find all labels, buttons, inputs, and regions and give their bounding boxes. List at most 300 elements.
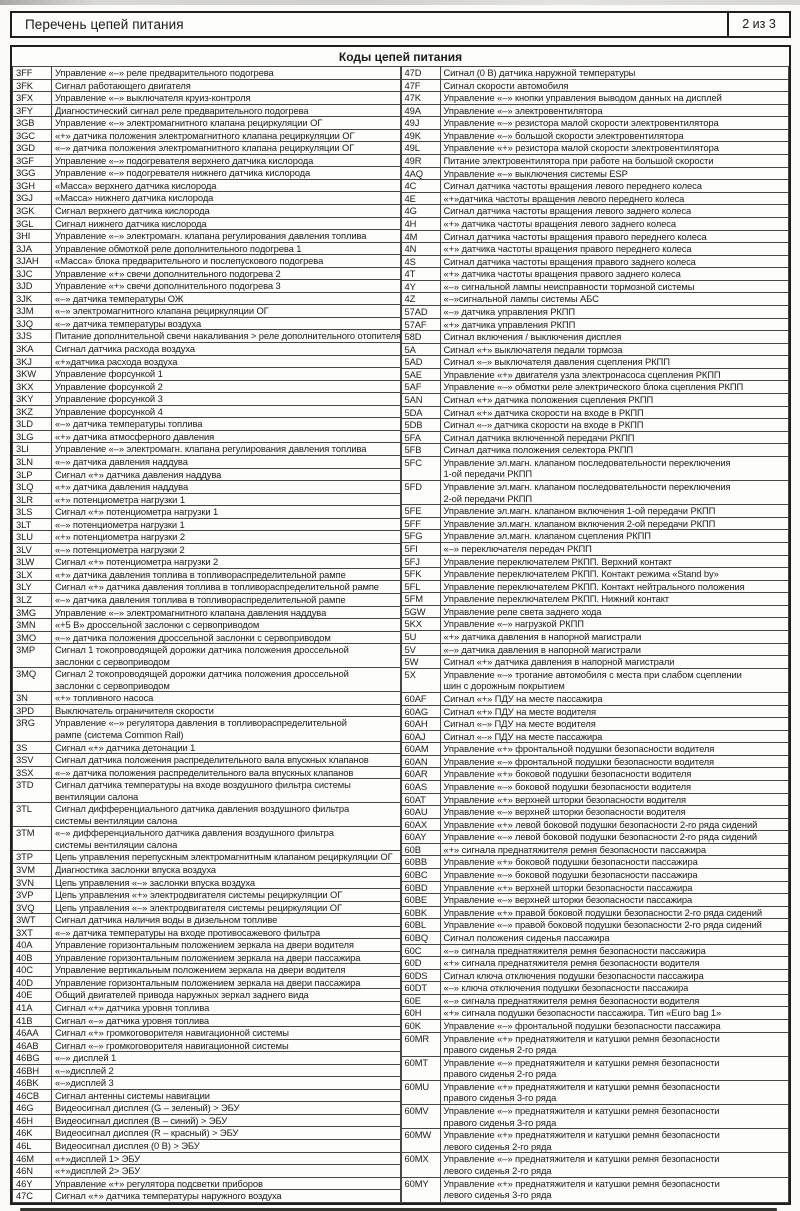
- circuit-description: «+» сигнала преднатяжителя ремня безопасности водителя: [440, 957, 789, 970]
- circuit-code: 40A: [13, 939, 52, 952]
- circuit-description: Сигнал включения / выключения дисплея: [440, 331, 789, 344]
- circuit-code: 60AY: [401, 831, 440, 844]
- circuit-description: «–» датчика управления РКПП: [440, 305, 789, 318]
- table-row: [401, 293, 789, 306]
- circuit-code: 3GB: [13, 117, 52, 130]
- circuit-description: Управление «+» свечи дополнительного подогрева 3: [52, 280, 401, 293]
- table-row: [13, 92, 401, 105]
- table-row: [13, 1052, 401, 1065]
- circuit-code: 60D: [401, 957, 440, 970]
- circuit-code: 3MQ: [13, 668, 52, 692]
- circuit-description: Управление «–» электромагнитного клапана давления наддува: [52, 606, 401, 619]
- circuit-code: 3JAH: [13, 255, 52, 268]
- table-row: [13, 405, 401, 418]
- circuit-description: Цепь управления «–» электродвигателя системы рециркуляции ОГ: [52, 901, 401, 914]
- table-row: [401, 1105, 789, 1129]
- document-page: [10, 11, 791, 1211]
- circuit-code: 46K: [13, 1127, 52, 1140]
- table-row: [401, 957, 789, 970]
- circuit-description: Сигнал «+» ПДУ на месте водителя: [440, 705, 789, 718]
- circuit-description: Управление «+» преднатяжителя и катушки ремня безопасности правого сиденья 3-го ряда: [440, 1080, 789, 1104]
- circuit-code: 4S: [401, 255, 440, 268]
- circuit-code: 3PD: [13, 704, 52, 717]
- table-row: [401, 543, 789, 556]
- circuit-description: «Масса» верхнего датчика кислорода: [52, 179, 401, 192]
- circuit-description: Управление «+» боковой подушки безопасности водителя: [440, 768, 789, 781]
- circuit-code: 41B: [13, 1014, 52, 1027]
- table-row: [13, 230, 401, 243]
- circuit-code: 3LP: [13, 468, 52, 481]
- table-row: [401, 944, 789, 957]
- circuit-code: 60AX: [401, 818, 440, 831]
- circuit-description: Управление «–» реле предварительного подогрева: [52, 67, 401, 80]
- circuit-description: Сигнал «+» выключателя педали тормоза: [440, 343, 789, 356]
- table-row: [13, 330, 401, 343]
- circuit-description: Диагностика заслонки впуска воздуха: [52, 864, 401, 877]
- circuit-description: «+» датчика атмосферного давления: [52, 430, 401, 443]
- circuit-description: Управление «+» правой боковой подушки безопасности 2-го ряда сидений: [440, 906, 789, 919]
- table-row: [13, 493, 401, 506]
- circuit-description: «–» датчика положения электромагнитного клапана рециркуляции ОГ: [52, 142, 401, 155]
- table-row: [13, 1165, 401, 1178]
- circuit-description: Сигнал датчика частоты вращения левого заднего колеса: [440, 205, 789, 218]
- circuit-description: «+»датчика частоты вращения левого переднего колеса: [440, 192, 789, 205]
- table-row: [13, 267, 401, 280]
- table-row: [401, 743, 789, 756]
- circuit-description: Видеосигнал дисплея (0 В) > ЭБУ: [52, 1140, 401, 1153]
- table-row: [13, 1177, 401, 1190]
- circuit-code: 60MT: [401, 1056, 440, 1080]
- circuit-description: Общий двигателей привода наружных зеркал заднего вида: [52, 989, 401, 1002]
- table-row: [401, 631, 789, 644]
- circuit-description: «+» сигнала преднатяжителя ремня безопасности пассажира: [440, 843, 789, 856]
- circuit-description: Сигнал «+» ПДУ на месте пассажира: [440, 692, 789, 705]
- circuit-code: 3JC: [13, 267, 52, 280]
- circuit-description: Управление вертикальным положением зеркала на двери водителя: [52, 964, 401, 977]
- table-row: [13, 192, 401, 205]
- circuit-code: 5DA: [401, 406, 440, 419]
- circuit-description: «+» потенциометра нагрузки 1: [52, 493, 401, 506]
- circuit-code: 46H: [13, 1114, 52, 1127]
- circuit-code: 46BH: [13, 1064, 52, 1077]
- circuit-description: Сигнал «+» датчика уровня топлива: [52, 1002, 401, 1015]
- table-row: [13, 568, 401, 581]
- table-row: [13, 1127, 401, 1140]
- circuit-description: Управление «–» преднатяжителя и катушки ремня безопасности правого сиденья 3-го ряда: [440, 1105, 789, 1129]
- table-row: [401, 368, 789, 381]
- table-row: [401, 305, 789, 318]
- circuit-code: 3GF: [13, 154, 52, 167]
- table-row: [13, 280, 401, 293]
- circuit-description: «+5 В» дроссельной заслонки с сервоприводом: [52, 619, 401, 632]
- circuit-description: Сигнал «+» датчика положения сцепления РКПП: [440, 394, 789, 407]
- table-row: [13, 803, 401, 827]
- circuit-description: Сигнал (0 В) датчика наружной температуры: [440, 67, 789, 80]
- circuit-code: 3GK: [13, 205, 52, 218]
- circuit-description: Сигнал датчика частоты вращения левого переднего колеса: [440, 180, 789, 193]
- table-row: [13, 779, 401, 803]
- table-row: [13, 393, 401, 406]
- circuit-description: Управление «+» верхней шторки безопасности водителя: [440, 793, 789, 806]
- table-row: [13, 631, 401, 644]
- circuit-code: 3JK: [13, 292, 52, 305]
- circuit-code: 5FD: [401, 481, 440, 505]
- circuit-description: Управление «+» преднатяжителя и катушки ремня безопасности левого сиденья 3-го ряда: [440, 1177, 789, 1202]
- circuit-description: «+» потенциометра нагрузки 2: [52, 531, 401, 544]
- table-row: [401, 856, 789, 869]
- circuit-description: Управление «–» боковой подушки безопасности водителя: [440, 781, 789, 794]
- table-row: [13, 506, 401, 519]
- circuit-code: 5GW: [401, 605, 440, 618]
- table-row: [401, 931, 789, 944]
- circuit-description: Управление «+» двигателя узла электронасоса сцепления РКПП: [440, 368, 789, 381]
- circuit-description: «–»дисплей 2: [52, 1064, 401, 1077]
- circuit-code: 4Z: [401, 293, 440, 306]
- table-row: [13, 1089, 401, 1102]
- table-row: [401, 730, 789, 743]
- table-row: [401, 881, 789, 894]
- circuit-code: 3SX: [13, 766, 52, 779]
- table-row: [401, 167, 789, 180]
- circuit-code: 60AG: [401, 705, 440, 718]
- circuit-description: Управление форсункой 2: [52, 380, 401, 393]
- circuit-code: 4G: [401, 205, 440, 218]
- table-row: [13, 355, 401, 368]
- circuit-code: 46BG: [13, 1052, 52, 1065]
- table-row: [13, 926, 401, 939]
- circuit-code: 5FG: [401, 530, 440, 543]
- table-row: [13, 619, 401, 632]
- circuit-description: Управление переключателем РКПП. Контакт нейтрального положения: [440, 580, 789, 593]
- circuit-description: Управление «–» электромагн. клапана регулирования давления топлива: [52, 230, 401, 243]
- table-row: [401, 104, 789, 117]
- circuit-description: Управление «–» подогревателя верхнего датчика кислорода: [52, 154, 401, 167]
- circuit-description: Управление «–» электромагнитного клапана рециркуляции ОГ: [52, 117, 401, 130]
- circuit-description: Управление «+» резистора малой скорости электровентилятора: [440, 142, 789, 155]
- circuit-description: Управление «–» левой боковой подушки безопасности 2-го ряда сидений: [440, 831, 789, 844]
- circuit-code: 3GL: [13, 217, 52, 230]
- circuit-code: 47C: [13, 1190, 52, 1203]
- circuit-description: «–» сигнала преднатяжителя ремня безопасности пассажира: [440, 944, 789, 957]
- scan-edge-top: [0, 0, 800, 5]
- circuit-description: Сигнал датчика включенной передачи РКПП: [440, 431, 789, 444]
- circuit-code: 3LI: [13, 443, 52, 456]
- table-row: [401, 806, 789, 819]
- circuit-description: «+» датчика частоты вращения левого заднего колеса: [440, 217, 789, 230]
- circuit-code: 5FF: [401, 517, 440, 530]
- circuit-code: 3JA: [13, 242, 52, 255]
- circuit-description: Сигнал датчика температуры на входе воздушного фильтра системы вентиляции салона: [52, 779, 401, 803]
- circuit-description: «–»сигнальной лампы системы АБС: [440, 293, 789, 306]
- table-row: [13, 481, 401, 494]
- circuit-description: Управление горизонтальным положением зеркала на двери пассажира: [52, 976, 401, 989]
- circuit-code: 60BD: [401, 881, 440, 894]
- circuit-code: 5AD: [401, 356, 440, 369]
- circuit-description: Управление «–» большой скорости электровентилятора: [440, 129, 789, 142]
- circuit-code: 3KW: [13, 368, 52, 381]
- section-title: Коды цепей питания: [338, 50, 463, 64]
- circuit-code: 47D: [401, 67, 440, 80]
- table-row: [13, 543, 401, 556]
- circuit-code: 3VQ: [13, 901, 52, 914]
- circuit-description: «–» датчика температуры ОЖ: [52, 292, 401, 305]
- circuit-description: «+» датчика положения электромагнитного клапана рециркуляции ОГ: [52, 129, 401, 142]
- table-row: [401, 843, 789, 856]
- table-row: [401, 142, 789, 155]
- circuit-description: Сигнал «+» датчика детонации 1: [52, 741, 401, 754]
- table-row: [13, 142, 401, 155]
- circuit-code: 47F: [401, 79, 440, 92]
- circuit-code: 3LQ: [13, 481, 52, 494]
- circuit-code: 40E: [13, 989, 52, 1002]
- circuit-code: 60AT: [401, 793, 440, 806]
- table-row: [401, 318, 789, 331]
- circuit-code: 3JS: [13, 330, 52, 343]
- circuit-description: Управление эл.магн. клапаном включения 2-ой передачи РКПП: [440, 517, 789, 530]
- circuit-code: 3LG: [13, 430, 52, 443]
- circuit-code: 3TL: [13, 803, 52, 827]
- circuit-description: «–» датчика температуры топлива: [52, 418, 401, 431]
- circuit-description: Сигнал антенны системы навигации: [52, 1089, 401, 1102]
- table-row: [13, 317, 401, 330]
- circuit-code: 40C: [13, 964, 52, 977]
- table-row: [13, 914, 401, 927]
- table-row: [401, 1056, 789, 1080]
- circuit-code: 60MV: [401, 1105, 440, 1129]
- circuit-code: 58D: [401, 331, 440, 344]
- circuit-code: 60DS: [401, 969, 440, 982]
- circuit-code: 3HI: [13, 230, 52, 243]
- table-row: [401, 255, 789, 268]
- circuit-description: «+»дисплей 2> ЭБУ: [52, 1165, 401, 1178]
- circuit-code: 46L: [13, 1140, 52, 1153]
- circuit-code: 60H: [401, 1007, 440, 1020]
- circuit-code: 3KZ: [13, 405, 52, 418]
- table-row: [401, 205, 789, 218]
- page-title: Перечень цепей питания: [25, 17, 184, 32]
- circuit-code: 3JD: [13, 280, 52, 293]
- circuit-description: Цепь управления перепускным электромагнитным клапаном рециркуляции ОГ: [52, 851, 401, 864]
- table-row: [401, 67, 789, 80]
- table-row: [13, 939, 401, 952]
- circuit-code: 46G: [13, 1102, 52, 1115]
- table-row: [13, 343, 401, 356]
- table-row: [13, 79, 401, 92]
- circuit-code: 60MX: [401, 1153, 440, 1177]
- table-row: [13, 167, 401, 180]
- circuit-code: 49R: [401, 155, 440, 168]
- circuit-description: «–» сигнала преднатяжителя ремня безопасности водителя: [440, 994, 789, 1007]
- table-row: [401, 431, 789, 444]
- circuit-code: 60AJ: [401, 730, 440, 743]
- table-row: [401, 481, 789, 505]
- circuit-description: Сигнал дифференциального датчика давления воздушного фильтра системы вентиляции салона: [52, 803, 401, 827]
- table-row: [401, 831, 789, 844]
- table-row: [13, 1077, 401, 1090]
- circuit-description: «+» датчика частоты вращения правого заднего колеса: [440, 268, 789, 281]
- circuit-description: Управление форсункой 1: [52, 368, 401, 381]
- circuit-description: Управление «+» верхней шторки безопасности пассажира: [440, 881, 789, 894]
- circuit-code: 60B: [401, 843, 440, 856]
- circuit-code: 41A: [13, 1002, 52, 1015]
- circuit-description: Сигнал датчика наличия воды в дизельном топливе: [52, 914, 401, 927]
- table-row: [13, 1152, 401, 1165]
- circuit-description: Управление «+» преднатяжителя и катушки ремня безопасности левого сиденья 2-го ряда: [440, 1129, 789, 1153]
- table-row: [13, 1039, 401, 1052]
- table-row: [401, 217, 789, 230]
- table-row: [401, 982, 789, 995]
- table-row: [401, 869, 789, 882]
- table-row: [13, 368, 401, 381]
- table-row: [13, 67, 401, 80]
- table-row: [401, 1177, 789, 1202]
- circuit-code: 5W: [401, 656, 440, 669]
- table-row: [13, 1140, 401, 1153]
- table-row: [13, 668, 401, 692]
- table-row: [401, 331, 789, 344]
- table-row: [401, 419, 789, 432]
- circuit-code: 49L: [401, 142, 440, 155]
- table-row: [13, 951, 401, 964]
- table-row: [401, 79, 789, 92]
- table-row: [13, 179, 401, 192]
- table-row: [401, 505, 789, 518]
- circuit-description: Питание электровентилятора при работе на большой скорости: [440, 155, 789, 168]
- circuit-code: 60AF: [401, 692, 440, 705]
- circuit-code: 3LZ: [13, 593, 52, 606]
- circuit-description: Управление «–» выключателя круиз-контроля: [52, 92, 401, 105]
- circuit-code: 3GJ: [13, 192, 52, 205]
- circuit-description: Управление «–» фронтальной подушки безопасности пассажира: [440, 1019, 789, 1032]
- circuit-description: «+» топливного насоса: [52, 692, 401, 705]
- table-row: [401, 1007, 789, 1020]
- table-row: [13, 217, 401, 230]
- circuit-code: 60BQ: [401, 931, 440, 944]
- circuit-code: 3KY: [13, 393, 52, 406]
- circuit-code: 5U: [401, 631, 440, 644]
- circuit-description: Сигнал «+» датчика давления в напорной магистрали: [440, 656, 789, 669]
- table-row: [401, 444, 789, 457]
- table-row: [401, 530, 789, 543]
- table-row: [13, 901, 401, 914]
- circuit-description: «–» датчика положения распределительного вала впускных клапанов: [52, 766, 401, 779]
- circuit-description: Управление эл.магн. клапаном последовательности переключения 1-ой передачи РКПП: [440, 456, 789, 480]
- circuits-table-right: [401, 66, 790, 1203]
- circuit-code: 46N: [13, 1165, 52, 1178]
- circuit-description: «–» дисплей 1: [52, 1052, 401, 1065]
- table-row: [401, 618, 789, 631]
- circuit-description: «–» датчика давления наддува: [52, 455, 401, 468]
- circuit-description: Управление «+» фронтальной подушки безопасности водителя: [440, 743, 789, 756]
- circuit-description: Управление горизонтальным положением зеркала на двери водителя: [52, 939, 401, 952]
- circuit-code: 60BC: [401, 869, 440, 882]
- circuit-description: Управление «–» резистора малой скорости электровентилятора: [440, 117, 789, 130]
- circuit-description: «–» ключа отключения подушки безопасности пассажира: [440, 982, 789, 995]
- circuit-description: Управление форсункой 4: [52, 405, 401, 418]
- table-row: [401, 1129, 789, 1153]
- circuit-description: Сигнал «+» потенциометра нагрузки 1: [52, 506, 401, 519]
- circuit-code: 3LY: [13, 581, 52, 594]
- circuit-code: 3VN: [13, 876, 52, 889]
- circuits-table-left: [12, 66, 401, 1203]
- circuit-code: 3GG: [13, 167, 52, 180]
- circuit-description: «–» датчика температуры на входе противосажевого фильтра: [52, 926, 401, 939]
- circuit-description: Управление «+» преднатяжителя и катушки ремня безопасности правого сиденья 2-го ряда: [440, 1032, 789, 1056]
- table-row: [401, 692, 789, 705]
- table-row: [401, 969, 789, 982]
- table-row: [13, 305, 401, 318]
- circuit-description: Управление реле света заднего хода: [440, 605, 789, 618]
- circuit-code: 5FI: [401, 543, 440, 556]
- table-row: [13, 964, 401, 977]
- table-row: [401, 755, 789, 768]
- circuit-code: 5FJ: [401, 555, 440, 568]
- table-row: [13, 1102, 401, 1115]
- circuit-code: 60BL: [401, 919, 440, 932]
- circuit-description: «–» дифференциального датчика давления воздушного фильтра системы вентиляции салона: [52, 827, 401, 851]
- circuit-description: Сигнал «+» датчика давления топлива в топливораспределительной рампе: [52, 581, 401, 594]
- circuit-code: 3LT: [13, 518, 52, 531]
- circuit-code: 4C: [401, 180, 440, 193]
- table-row: [13, 1064, 401, 1077]
- circuit-description: «–» датчика давления топлива в топливораспределительной рампе: [52, 593, 401, 606]
- circuit-code: 5DB: [401, 419, 440, 432]
- table-row: [401, 517, 789, 530]
- table-row: [401, 906, 789, 919]
- table-row: [13, 593, 401, 606]
- table-row: [401, 1032, 789, 1056]
- circuit-description: Управление эл.магн. клапаном сцепления РКПП: [440, 530, 789, 543]
- circuit-code: 5AE: [401, 368, 440, 381]
- circuit-description: «+» сигнала подушки безопасности пассажира. Тип «Euro bag 1»: [440, 1007, 789, 1020]
- circuit-description: Управление «–» электромагн. клапана регулирования давления топлива: [52, 443, 401, 456]
- circuit-description: Сигнал ключа отключения подушки безопасности пассажира: [440, 969, 789, 982]
- page-number: 2 из 3: [727, 13, 789, 36]
- circuit-code: 3GC: [13, 129, 52, 142]
- circuit-description: Видеосигнал дисплея (G – зеленый) > ЭБУ: [52, 1102, 401, 1115]
- circuit-code: 60AM: [401, 743, 440, 756]
- table-row: [401, 1080, 789, 1104]
- circuit-description: «+» датчика давления в напорной магистрали: [440, 631, 789, 644]
- circuit-description: Сигнал нижнего датчика кислорода: [52, 217, 401, 230]
- circuit-code: 60C: [401, 944, 440, 957]
- table-row: [401, 394, 789, 407]
- circuit-code: 3KJ: [13, 355, 52, 368]
- circuit-code: 46M: [13, 1152, 52, 1165]
- circuit-description: Диагностический сигнал реле предварительного подогрева: [52, 104, 401, 117]
- table-row: [401, 343, 789, 356]
- circuit-code: 60AH: [401, 718, 440, 731]
- table-row: [401, 643, 789, 656]
- table-row: [13, 692, 401, 705]
- circuit-description: Сигнал «+» датчика давления наддува: [52, 468, 401, 481]
- circuit-code: 60BE: [401, 894, 440, 907]
- document-header: [10, 11, 791, 38]
- circuit-code: 5FM: [401, 593, 440, 606]
- circuit-code: 46Y: [13, 1177, 52, 1190]
- table-row: [13, 766, 401, 779]
- table-row: [401, 180, 789, 193]
- table-row: [401, 568, 789, 581]
- circuit-description: Цепь управления «+» электродвигателя системы рециркуляции ОГ: [52, 889, 401, 902]
- table-row: [401, 605, 789, 618]
- circuit-code: 5FE: [401, 505, 440, 518]
- table-row: [13, 292, 401, 305]
- circuit-code: 3FK: [13, 79, 52, 92]
- circuit-description: Управление «–» верхней шторки безопасности водителя: [440, 806, 789, 819]
- table-row: [401, 1153, 789, 1177]
- circuit-description: «+» датчика управления РКПП: [440, 318, 789, 331]
